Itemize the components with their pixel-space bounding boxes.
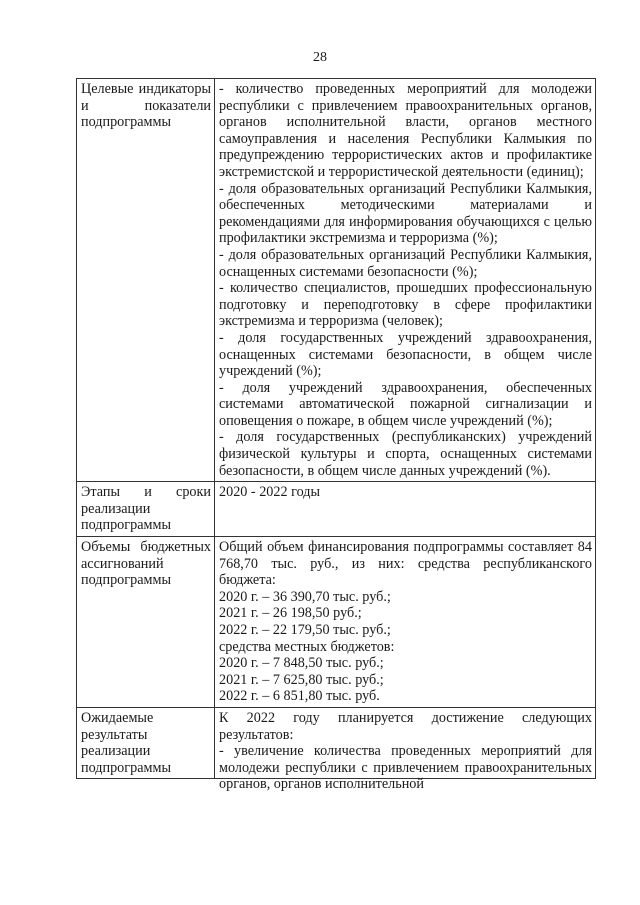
row-label: Этапы и сроки реализации подпрограммы (77, 482, 215, 537)
funding-line: 2021 г. – 7 625,80 тыс. руб.; (219, 671, 384, 688)
period-text: 2020 - 2022 годы (219, 484, 321, 501)
page-number: 28 (313, 50, 327, 65)
result-line: - увеличение количества проведенных мероприятий для молодежи республики с привлечением правоохранительных органов, органов исполнительной (219, 743, 592, 793)
indicator-item: - количество проведенных мероприятий для молодежи республики с привлечением правоохранительных органов, органов исполнительной власти, органов местного самоуправления и населения Республики Калмыкия по предупреждению террористических актов и профилактике экстремистской и террористической деятельности (единиц); (219, 81, 592, 180)
indicator-item: - количество специалистов, прошедших профессиональную подготовку и переподготовку в сфере профилактики экстремизма и терроризма (человек); (219, 280, 592, 330)
results-text (219, 709, 592, 793)
table-row (77, 482, 596, 537)
funding-line: средства местных бюджетов: (219, 638, 395, 655)
row-label: Объемы бюджетных ассигнований подпрограммы (77, 537, 215, 708)
funding-line: Общий объем финансирования подпрограммы составляет 84 768,70 тыс. руб., из них: средства республиканского бюджета: (219, 539, 592, 589)
indicator-item: - доля государственных учреждений здравоохранения, оснащенных системами безопасности, в общем числе учреждений (%); (219, 329, 592, 380)
row-content (215, 707, 596, 793)
funding-line: 2022 г. – 6 851,80 тыс. руб. (219, 688, 380, 705)
row-content (215, 482, 596, 537)
subprogram-passport-table (76, 78, 596, 793)
table-row (77, 537, 596, 708)
indicator-item: - доля учреждений здравоохранения, обеспеченных системами автоматической пожарной сигнализации и оповещения о пожаре, в общем числе учреждений (%); (219, 379, 592, 429)
funding-line: 2021 г. – 26 198,50 руб.; (219, 605, 362, 622)
funding-line: 2022 г. – 22 179,50 тыс. руб.; (219, 622, 391, 638)
row-content (215, 537, 596, 708)
row-label: Целевые индикаторы и показатели подпрограммы (77, 79, 215, 482)
funding-line: 2020 г. – 7 848,50 тыс. руб.; (219, 655, 384, 672)
row-label: Ожидаемые результаты реализации подпрограммы (77, 707, 215, 778)
indicator-item: - доля образовательных организаций Республики Калмыкия, оснащенных системами безопасности (%); (219, 246, 592, 280)
table-row (77, 79, 596, 482)
funding-line: 2020 г. – 36 390,70 тыс. руб.; (219, 588, 391, 605)
indicator-item: - доля образовательных организаций Республики Калмыкия, обеспеченных методическими материалами и рекомендациями для информирования обучающихся с целью профилактики экстремизма и терроризма (%); (219, 180, 592, 247)
result-line: К 2022 году планируется достижение следующих результатов: (219, 709, 592, 743)
row-content (215, 79, 596, 482)
table-row (77, 707, 596, 778)
indicator-item: - доля государственных (республиканских) учреждений физической культуры и спорта, оснащенных системами безопасности, в общем числе данных учреждений (%). (219, 429, 592, 479)
